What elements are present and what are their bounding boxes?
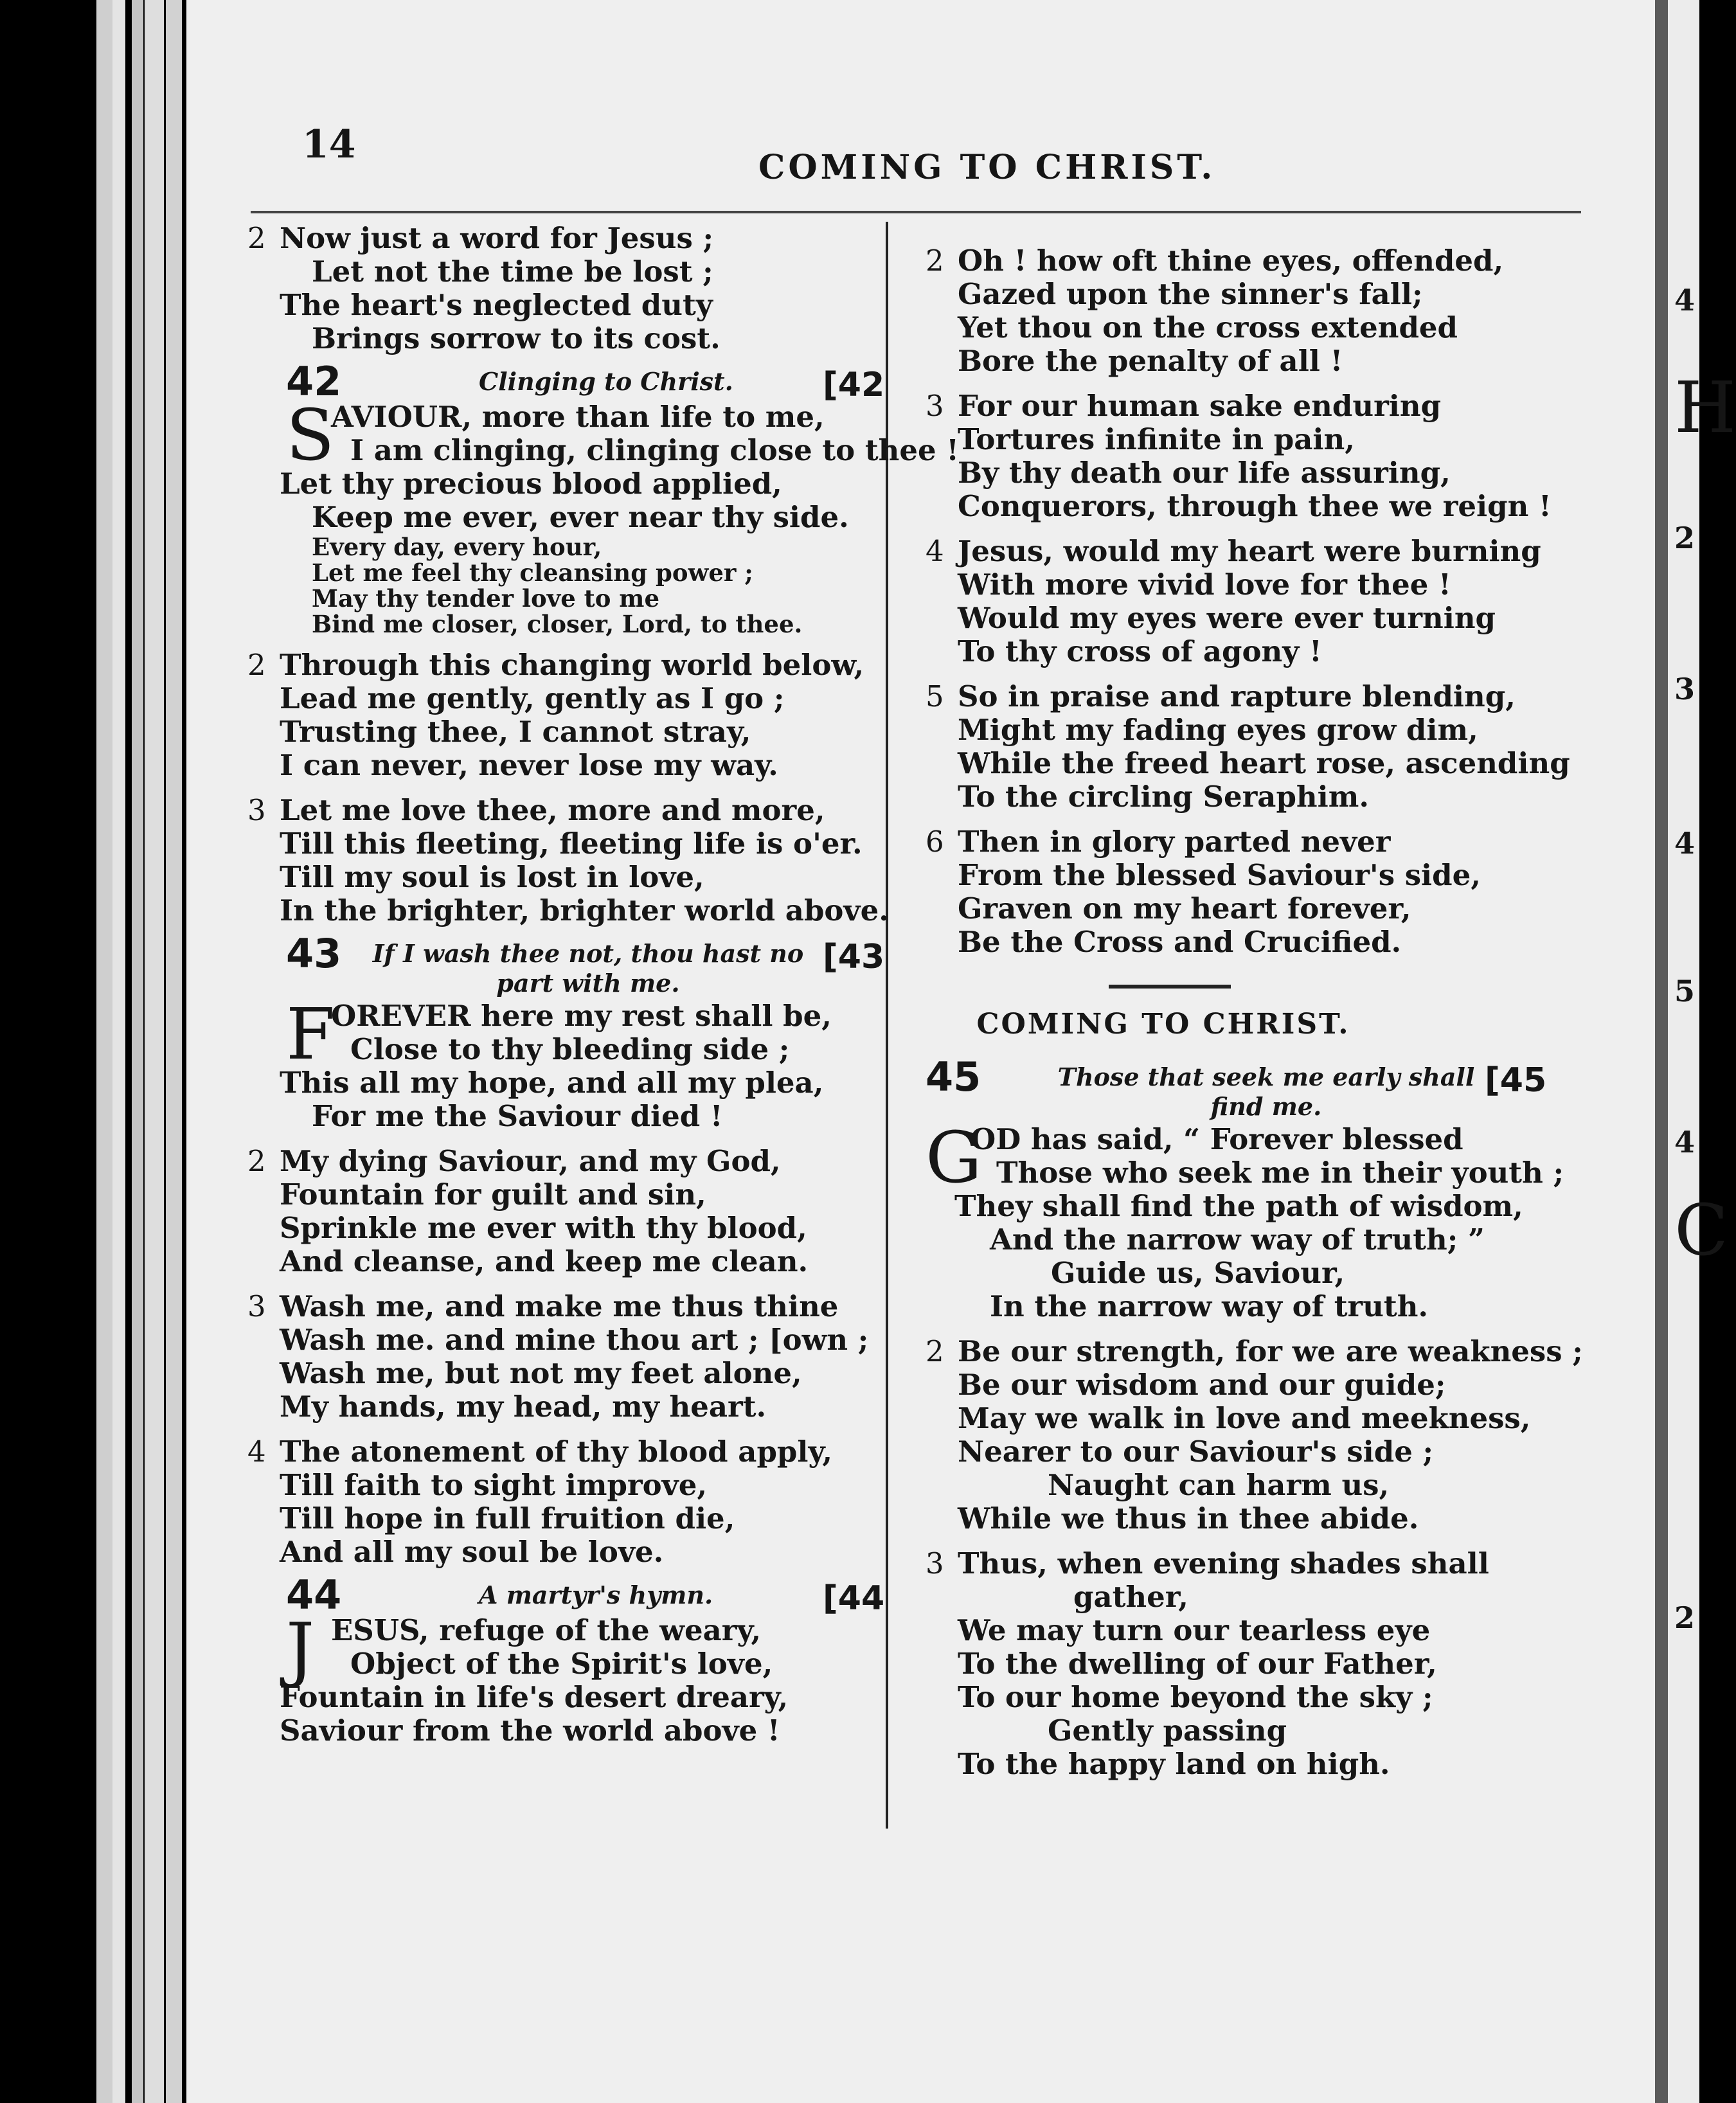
verse-line: My hands, my head, my heart.: [280, 1390, 767, 1424]
hymn-opening: [247, 1607, 890, 1690]
verse-line: Be our wisdom and our guide;: [958, 1368, 1446, 1402]
hymn-header: [247, 358, 890, 405]
verse-line: Object of the Spirit's love,: [350, 1647, 773, 1681]
hymn-header: [247, 1571, 890, 1618]
verse-line: 3 Thus, when evening shades shall: [926, 1546, 1489, 1580]
verse-line: Wash me. and mine thou art ; [own ;: [280, 1323, 869, 1357]
verse-line: Tortures infinite in pain,: [958, 422, 1355, 456]
verse-line: 3 Let me love thee, more and more,: [247, 793, 825, 827]
facing-fragment: 2: [1674, 1600, 1696, 1635]
verse-line: OD has said, “ Forever blessed: [971, 1122, 1463, 1156]
page-edge-stack: [145, 0, 164, 2103]
chorus-line: Bind me closer, closer, Lord, to thee.: [312, 610, 803, 638]
verse-line: 3 For our human sake enduring: [926, 389, 1442, 423]
verse-line: 6 Then in glory parted never: [926, 825, 1391, 859]
verse-number: 2: [247, 1144, 266, 1178]
chorus-line: Let me feel thy cleansing power ;: [312, 559, 753, 587]
verse-line: In the brighter, brighter world above.: [280, 893, 889, 927]
verse-line: Till faith to sight improve,: [280, 1468, 708, 1502]
verse-line: 2 My dying Saviour, and my God,: [247, 1144, 781, 1178]
verse-line: Nearer to our Saviour's side ;: [958, 1435, 1434, 1469]
hymn-number: 42: [286, 358, 342, 405]
verse-number: 6: [926, 825, 944, 859]
verse-line: Wash me, but not my feet alone,: [280, 1356, 802, 1390]
verse-line: To the circling Seraphim.: [958, 780, 1369, 814]
page-edge-stack: [132, 0, 143, 2103]
book-gutter: [1655, 0, 1668, 2103]
hymn-opening: [926, 1116, 1568, 1199]
hymn-opening: [247, 394, 960, 476]
drop-cap: J: [286, 1607, 315, 1690]
verse-number: 2: [926, 244, 944, 278]
verse-line: 4 Jesus, would my heart were burning: [926, 534, 1541, 568]
facing-fragment: C: [1674, 1189, 1729, 1271]
hymn-title: If I wash thee not, thou hast no part with me.: [372, 939, 804, 998]
chorus-line: Every day, every hour,: [312, 533, 602, 561]
verse-line: To our home beyond the sky ;: [958, 1680, 1433, 1714]
facing-fragment: 4: [1674, 826, 1696, 861]
verse-line: OREVER here my rest shall be,: [331, 999, 832, 1033]
verse-line: Gazed upon the sinner's fall;: [958, 277, 1423, 311]
hymn-opening: [247, 993, 890, 1075]
verse-line: Sprinkle me ever with thy blood,: [280, 1211, 807, 1245]
verse-line: To thy cross of agony !: [958, 634, 1322, 668]
hymn-number: 45: [926, 1053, 981, 1100]
verse-line: Conquerors, through thee we reign !: [958, 489, 1552, 523]
verse-line: AVIOUR, more than life to me,: [331, 400, 825, 434]
verse-line: Till my soul is lost in love,: [280, 860, 704, 894]
verse-number: 5: [926, 679, 944, 713]
verse-line: gather,: [1073, 1580, 1188, 1614]
verse-line: ESUS, refuge of the weary,: [331, 1613, 762, 1647]
verse-number: 3: [247, 793, 266, 827]
header-rule: [251, 211, 1581, 213]
verse-number: 4: [926, 534, 944, 568]
facing-fragment: 4: [1674, 283, 1696, 318]
verse-line: For me the Saviour died !: [312, 1099, 723, 1133]
page-edge-stack: [166, 0, 182, 2103]
verse-number: 2: [247, 221, 266, 255]
running-head: COMING TO CHRIST.: [758, 148, 1216, 187]
chorus-line: In the narrow way of truth.: [990, 1289, 1429, 1323]
verse-line: Might my fading eyes grow dim,: [958, 713, 1478, 747]
section-title: COMING TO CHRIST.: [976, 1008, 1350, 1041]
hymn-number-bracket: [43: [823, 938, 885, 976]
hymn-number-bracket: [42: [823, 366, 885, 404]
verse-line: From the blessed Saviour's side,: [958, 858, 1481, 892]
section-divider: [1109, 985, 1231, 989]
verse-line: Yet thou on the cross extended: [958, 310, 1458, 345]
verse-line: Would my eyes were ever turning: [958, 601, 1496, 635]
hymn-title: Clinging to Christ.: [479, 367, 733, 396]
right-column: [926, 244, 1583, 1781]
verse-line: 4 The atonement of thy blood apply,: [247, 1435, 832, 1469]
verse-line: Till hope in full fruition die,: [280, 1501, 735, 1535]
verse-line: Let not the time be lost ;: [312, 255, 713, 289]
verse-line: They shall find the path of wisdom,: [954, 1189, 1523, 1223]
verse-line: Be the Cross and Crucified.: [958, 925, 1402, 959]
page-number: 14: [302, 122, 356, 167]
verse-line: Brings sorrow to its cost.: [312, 321, 720, 355]
drop-cap: S: [286, 394, 335, 476]
verse-line: May we walk in love and meekness,: [958, 1401, 1531, 1435]
verse-line: To the happy land on high.: [958, 1747, 1390, 1781]
drop-cap: F: [286, 993, 336, 1075]
hymn-header: [247, 930, 890, 999]
verse-line: 2 Be our strength, for we are weakness ;: [926, 1334, 1583, 1368]
verse-line: While we thus in thee abide.: [958, 1501, 1419, 1535]
verse-line: While the freed heart rose, ascending: [958, 746, 1570, 780]
hymn-number: 43: [286, 930, 342, 977]
verse-line: I can never, never lose my way.: [280, 748, 778, 782]
verse-line: And all my soul be love.: [280, 1535, 664, 1569]
hymn-number-bracket: [45: [1485, 1061, 1547, 1100]
verse-line: Saviour from the world above !: [280, 1714, 780, 1748]
facing-page-edge: [1668, 0, 1736, 2103]
verse-line: 5 So in praise and rapture blending,: [926, 679, 1516, 713]
verse-line: Graven on my heart forever,: [958, 891, 1411, 926]
verse-line: Gently passing: [1048, 1714, 1287, 1748]
verse-line: Keep me ever, ever near thy side.: [312, 500, 849, 534]
hymn-number: 44: [286, 1571, 342, 1618]
verse-line: Bore the penalty of all !: [958, 344, 1343, 378]
chorus-line: Guide us, Saviour,: [1051, 1256, 1345, 1290]
verse-line: Let thy precious blood applied,: [280, 467, 782, 501]
hymn-title: Those that seek me early shall find me.: [1057, 1062, 1475, 1121]
verse-line: And cleanse, and keep me clean.: [280, 1244, 809, 1278]
verse-line: 2 Now just a word for Jesus ;: [247, 221, 714, 255]
verse-line: 2 Through this changing world below,: [247, 648, 864, 682]
verse-line: With more vivid love for thee !: [958, 568, 1451, 602]
facing-fragment: 3: [1674, 672, 1696, 706]
verse-line: To the dwelling of our Father,: [958, 1647, 1437, 1681]
carryover-verse: [247, 222, 890, 355]
verse-line: I am clinging, clinging close to thee !: [350, 433, 960, 467]
verse-line: And the narrow way of truth; ”: [990, 1222, 1485, 1257]
verse-line: Till this fleeting, fleeting life is o'er.: [280, 827, 863, 861]
verse-number: 3: [247, 1289, 266, 1323]
page-edge-stack: [112, 0, 125, 2103]
verse-line: Fountain for guilt and sin,: [280, 1177, 706, 1212]
verse-line: By thy death our life assuring,: [958, 456, 1451, 490]
verse-line: This all my hope, and all my plea,: [280, 1066, 824, 1100]
verse-line: Those who seek me in their youth ;: [996, 1156, 1564, 1190]
facing-fragment: 5: [1674, 974, 1696, 1008]
hymn-header: [926, 1053, 1568, 1123]
hymn-number-bracket: [44: [823, 1579, 885, 1618]
verse-line: The heart's neglected duty: [280, 288, 713, 322]
verse-line: We may turn our tearless eye: [958, 1613, 1431, 1647]
verse-number: 3: [926, 389, 944, 423]
verse-line: Close to thy bleeding side ;: [350, 1032, 790, 1066]
verse-number: 4: [247, 1435, 266, 1469]
drop-cap: G: [926, 1116, 982, 1199]
verse-line: Trusting thee, I cannot stray,: [280, 715, 751, 749]
verse-line: Naught can harm us,: [1048, 1468, 1390, 1502]
verse-line: Lead me gently, gently as I go ;: [280, 681, 785, 715]
verse-line: Fountain in life's desert dreary,: [280, 1680, 789, 1714]
verse-number: 3: [926, 1546, 944, 1580]
verse-line: 3 Wash me, and make me thus thine: [247, 1289, 839, 1323]
hymn-title: A martyr's hymn.: [479, 1580, 713, 1609]
facing-fragment: H: [1674, 366, 1736, 449]
chorus-line: May thy tender love to me: [312, 584, 659, 613]
verse-line: 2 Oh ! how oft thine eyes, offended,: [926, 244, 1504, 278]
facing-fragment: 4: [1674, 1125, 1696, 1159]
verse-number: 2: [926, 1334, 944, 1368]
verse-number: 2: [247, 648, 266, 682]
facing-fragment: 2: [1674, 521, 1696, 555]
